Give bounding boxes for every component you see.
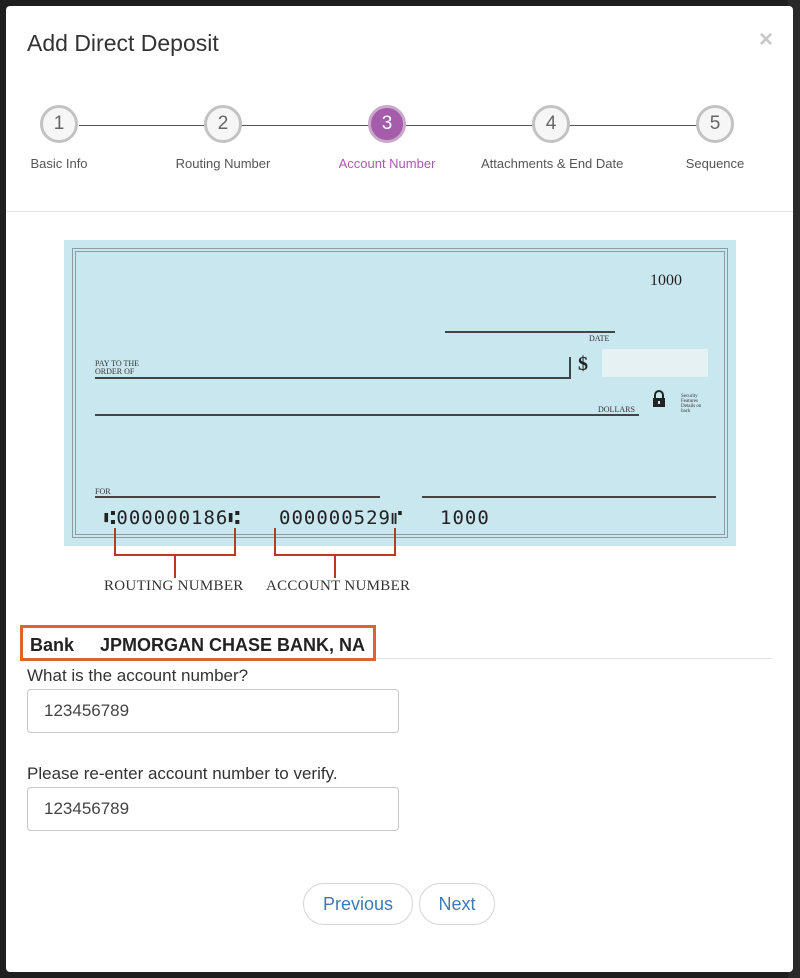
account-number-caption: ACCOUNT NUMBER [266,578,411,594]
dollars-label: DOLLARS [598,405,635,414]
verify-account-number-label: Please re-enter account number to verify. [27,764,338,783]
verify-account-number-input[interactable] [27,787,399,831]
security-note [681,394,701,414]
routing-bracket [114,528,236,556]
check-background [64,240,736,546]
memo-label: FOR [95,487,111,496]
routing-number-caption: ROUTING NUMBER [104,578,244,594]
bank-label: Bank [30,635,75,655]
step-4-circle: 4 [532,105,570,143]
amount-box [602,349,708,377]
step-5-circle: 5 [696,105,734,143]
step-1-label: Basic Info [30,156,88,171]
step-3-circle: 3 [368,105,406,143]
check-number: 1000 [650,272,682,289]
step-2-label: Routing Number [175,156,271,171]
bank-name: JPMORGAN CHASE BANK, NA [100,635,366,655]
micr-check-number: 1000 [440,507,490,529]
routing-bracket-stem [174,556,176,578]
bank-divider [376,658,772,659]
micr-routing-number: ⑆000000186⑆ [104,507,241,529]
stepper [6,105,793,185]
next-button[interactable]: Next [419,883,495,925]
pay-to-label-1: PAY TO THE [95,359,140,368]
step-3-label: Account Number [338,156,436,171]
pay-to-label-2: ORDER OF [95,367,135,376]
sample-check-illustration [64,240,736,546]
step-2-circle: 2 [204,105,242,143]
signature-line [422,496,716,498]
currency-symbol: $ [578,353,588,375]
step-4[interactable] [481,105,624,171]
lock-icon [652,390,666,408]
date-line [445,331,615,333]
account-bracket [274,528,396,556]
security-note-2: Features [681,399,698,404]
security-note-1: Security [681,394,698,399]
check-border [72,248,728,538]
account-bracket-stem [334,556,336,578]
memo-line [95,496,380,498]
security-note-3: Details on [681,404,702,409]
micr-account-number: 000000529⑈ [279,507,404,529]
modal-title: Add Direct Deposit [27,30,219,56]
date-label: DATE [589,334,610,343]
step-4-label: Attachments & End Date [481,156,624,171]
payee-line [95,377,570,379]
close-icon[interactable]: × [758,26,773,53]
account-number-input[interactable] [27,689,399,733]
previous-button[interactable]: Previous [303,883,413,925]
step-5[interactable] [645,105,785,171]
add-direct-deposit-modal [6,6,793,972]
step-1[interactable] [0,105,129,171]
step-2[interactable] [153,105,293,171]
payee-line-end [569,357,571,379]
bank-info-highlight [20,625,376,661]
security-note-4: back [681,409,691,414]
account-number-label: What is the account number? [27,666,249,685]
step-1-circle: 1 [40,105,78,143]
header-divider [6,211,793,212]
step-5-label: Sequence [685,156,745,171]
amount-words-line [95,414,639,416]
step-3[interactable] [317,105,457,171]
